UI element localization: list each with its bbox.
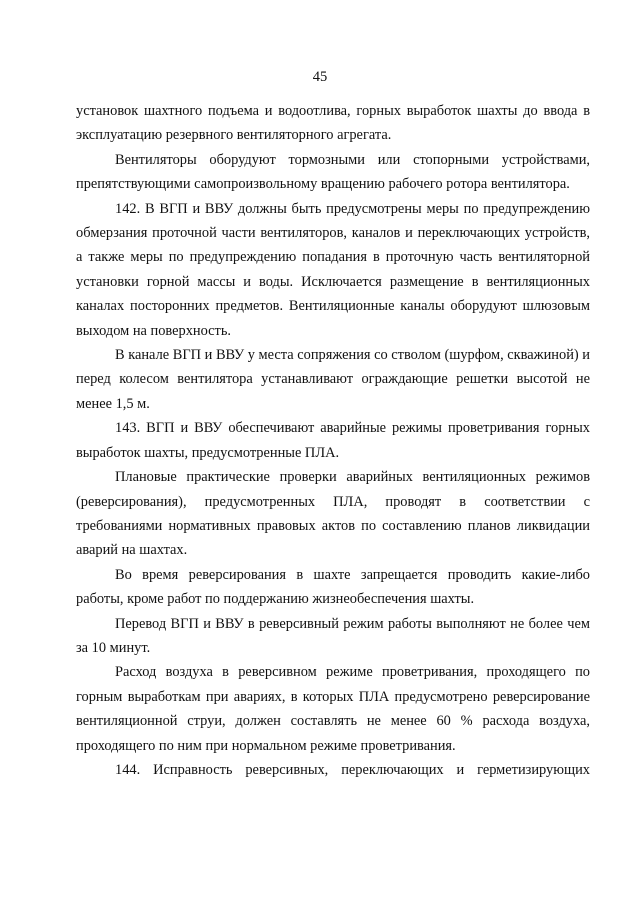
paragraph-item-144: 144. Исправность реверсивных, переключающих и герметизирующих <box>115 761 590 778</box>
paragraph-fans-brakes: Вентиляторы оборудуют тормозными или стопорными устройствами, препятствующими самопроизвольному вращению рабочего ротора вентилятора. <box>76 151 590 193</box>
paragraph-continuation: установок шахтного подъема и водоотлива, горных выработок шахты до ввода в эксплуатацию резервного вентиляторного агрегата. <box>76 103 590 144</box>
paragraph-grates: В канале ВГП и ВВУ у места сопряжения со стволом (шурфом, скважиной) и перед колесом вентилятора устанавливают ограждающие решетки высотой не менее 1,5 м. <box>76 347 590 412</box>
paragraph-reversal-time: Перевод ВГП и ВВУ в реверсивный режим работы выполняют не более чем за 10 минут. <box>76 615 590 656</box>
page-number: 45 <box>312 69 328 85</box>
paragraph-item-143: 143. ВГП и ВВУ обеспечивают аварийные режимы проветривания горных выработок шахты, предусмотренные ПЛА. <box>76 420 590 461</box>
paragraph-reversal-works: Во время реверсирования в шахте запрещается проводить какие-либо работы, кроме работ по поддержанию жизнеобеспечения шахты. <box>76 566 590 608</box>
paragraph-item-142: 142. В ВГП и ВВУ должны быть предусмотрены меры по предупреждению обмерзания проточной части вентиляторов, каналов и переключающих устройств, а также меры по предупреждению попадания в проточную часть вентиляторной установки горной массы и воды. Исключается размещение в вентиляционных каналах посторонних предметов. Вентиляционные каналы оборудуют шлюзовым выходом на поверхность. <box>76 200 590 339</box>
document-body <box>76 99 590 782</box>
paragraph-planned-checks: Плановые практические проверки аварийных вентиляционных режимов (реверсирования), предусмотренных ПЛА, проводят в соответствии с требованиями нормативных правовых актов по составлению планов ликвидации аварий на шахтах. <box>76 469 590 559</box>
paragraph-air-flow: Расход воздуха в реверсивном режиме проветривания, проходящего по горным выработкам при авариях, в которых ПЛА предусмотрено реверсирование вентиляционной струи, должен составлять не менее 60 % расхода воздуха, проходящего по ним при нормальном режиме проветривания. <box>76 664 590 754</box>
